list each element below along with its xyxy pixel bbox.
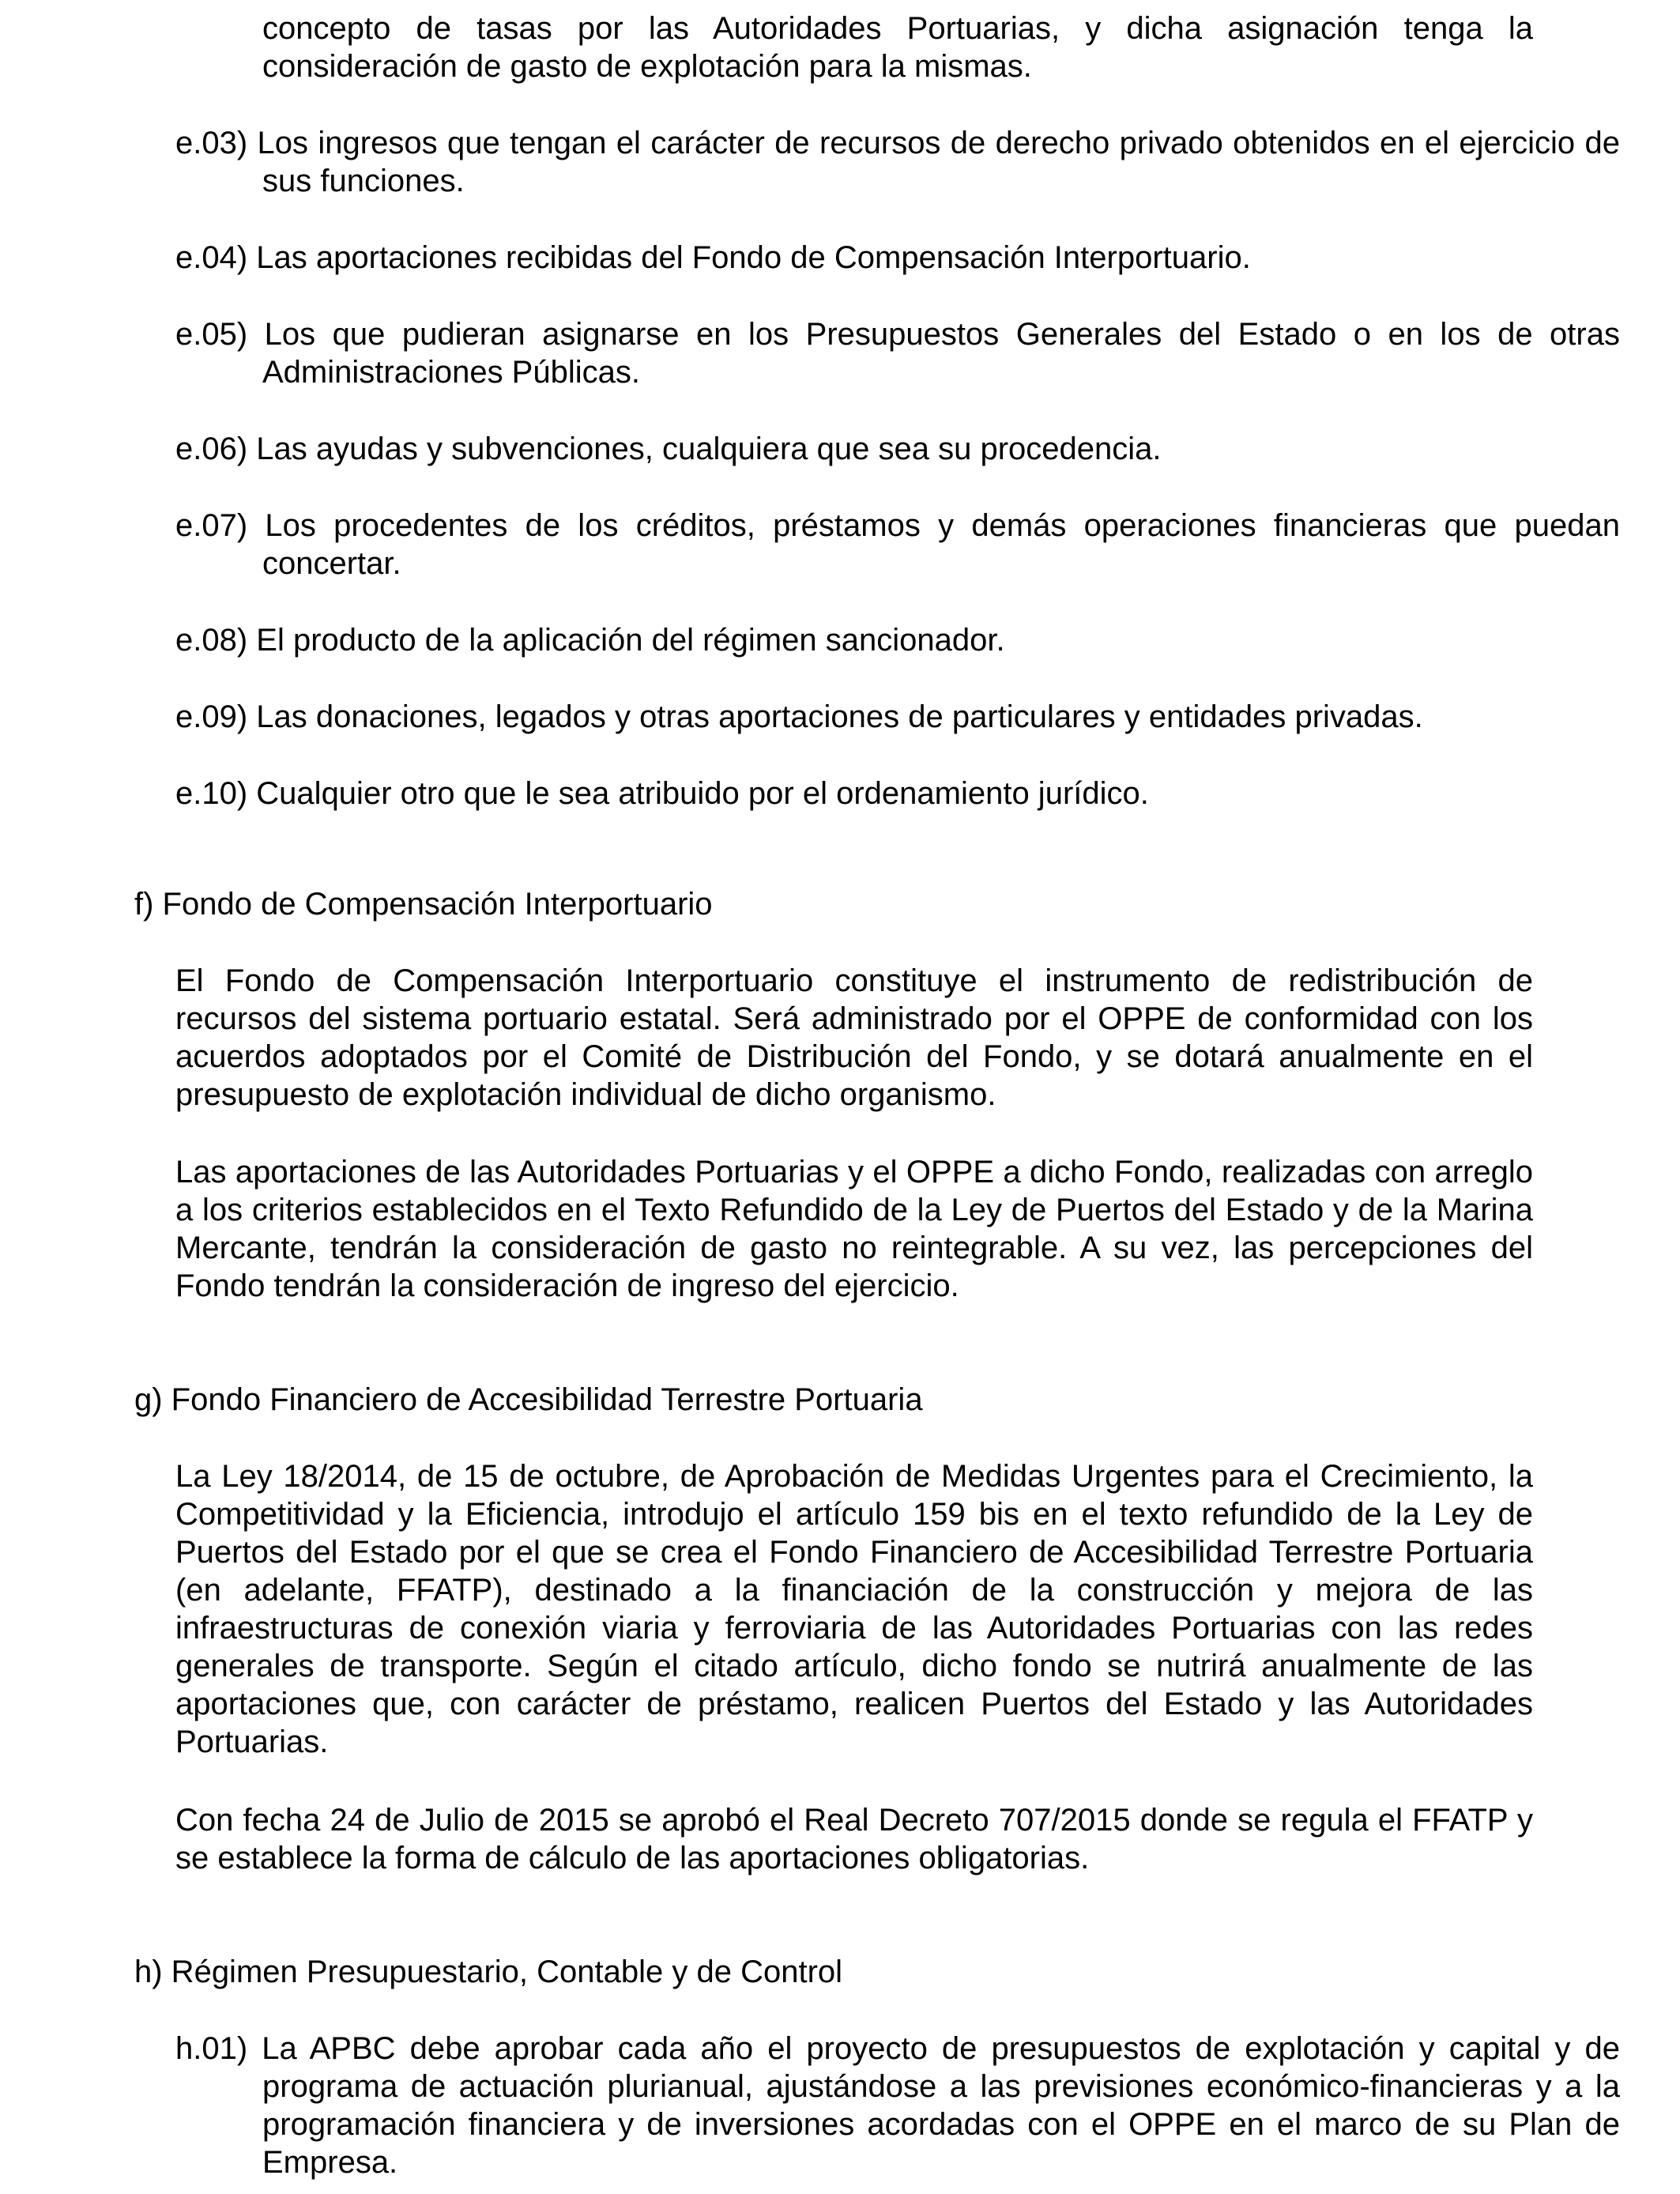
item-e10 xyxy=(175,775,1620,812)
item-text: Las aportaciones recibidas del Fondo de Compensación Interportuario. xyxy=(256,240,1251,275)
item-text: El producto de la aplicación del régimen sancionador. xyxy=(256,623,1005,658)
item-e05 xyxy=(175,315,1620,391)
item-e03 xyxy=(175,124,1620,200)
item-text: Cualquier otro que le sea atribuido por el ordenamiento jurídico. xyxy=(256,776,1149,811)
item-e04 xyxy=(175,239,1620,277)
item-text: Las donaciones, legados y otras aportaciones de particulares y entidades privadas. xyxy=(256,699,1423,734)
paragraph-g-1: La Ley 18/2014, de 15 de octubre, de Aprobación de Medidas Urgentes para el Crecimiento, la Competitividad y la Eficiencia, introdujo el artículo 159 bis en el texto refundido de la Ley de Puertos del Estado por el que se crea el Fondo Financiero de Accesibilidad Terrestre Portuaria (en adelante, FFATP), destinado a la financiación de la construcción y mejora de las infraestructuras de conexión viaria y ferroviaria de las Autoridades Portuarias con las redes generales de transporte. Según el citado artículo, dicho fondo se nutrirá anualmente de las aportaciones que, con carácter de préstamo, realicen Puertos del Estado y las Autoridades Portuarias. xyxy=(175,1459,1533,1759)
section-heading-h: h) Régimen Presupuestario, Contable y de Control xyxy=(134,1955,843,1989)
paragraph-g-2: Con fecha 24 de Julio de 2015 se aprobó el Real Decreto 707/2015 donde se regula el FFATP y se establece la forma de cálculo de las aportaciones obligatorias. xyxy=(175,1803,1533,1875)
paragraph-f-2: Las aportaciones de las Autoridades Portuarias y el OPPE a dicho Fondo, realizadas con arreglo a los criterios establecidos en el Texto Refundido de la Ley de Puertos del Estado y de la Marina Mercante, tendrán la consideración de gasto no reintegrable. A su vez, las percepciones del Fondo tendrán la consideración de ingreso del ejercicio. xyxy=(175,1155,1533,1303)
paragraph-f-1: El Fondo de Compensación Interportuario constituye el instrumento de redistribución de recursos del sistema portuario estatal. Será administrado por el OPPE de conformidad con los acuerdos adoptados por el Comité de Distribución del Fondo, y se dotará anualmente en el presupuesto de explotación individual de dicho organismo. xyxy=(175,963,1533,1112)
item-label: h.01) xyxy=(175,2031,248,2066)
item-text: Los que pudieran asignarse en los Presupuestos Generales del Estado o en los de otras Administraciones Públicas. xyxy=(262,317,1620,390)
item-e02-continuation: concepto de tasas por las Autoridades Portuarias, y dicha asignación tenga la consideración de gasto de explotación para la mismas. xyxy=(262,11,1533,84)
item-label: e.10) xyxy=(175,776,248,811)
item-label: e.07) xyxy=(175,508,248,543)
section-heading-f: f) Fondo de Compensación Interportuario xyxy=(134,887,713,922)
item-label: e.08) xyxy=(175,623,248,658)
item-text: Los procedentes de los créditos, préstamos y demás operaciones financieras que puedan concertar. xyxy=(262,508,1620,581)
item-e08 xyxy=(175,621,1620,659)
item-label: e.04) xyxy=(175,240,248,275)
item-e07 xyxy=(175,507,1620,582)
item-text: La APBC debe aprobar cada año el proyecto de presupuestos de explotación y capital y de programa de actuación plurianual, ajustándose a las previsiones económico-financieras y a la programación financiera y de inversiones acordadas con el OPPE en el marco de su Plan de Empresa. xyxy=(262,2031,1620,2180)
item-h01 xyxy=(175,2030,1620,2181)
item-label: e.06) xyxy=(175,432,248,466)
item-text: Las ayudas y subvenciones, cualquiera que sea su procedencia. xyxy=(256,432,1162,466)
item-label: e.03) xyxy=(175,126,248,160)
item-label: e.05) xyxy=(175,317,248,352)
item-e09 xyxy=(175,698,1620,736)
item-text: Los ingresos que tengan el carácter de recursos de derecho privado obtenidos en el ejercicio de sus funciones. xyxy=(257,126,1620,198)
section-heading-g: g) Fondo Financiero de Accesibilidad Terrestre Portuaria xyxy=(134,1382,923,1417)
item-label: e.09) xyxy=(175,699,248,734)
item-e06 xyxy=(175,430,1620,468)
